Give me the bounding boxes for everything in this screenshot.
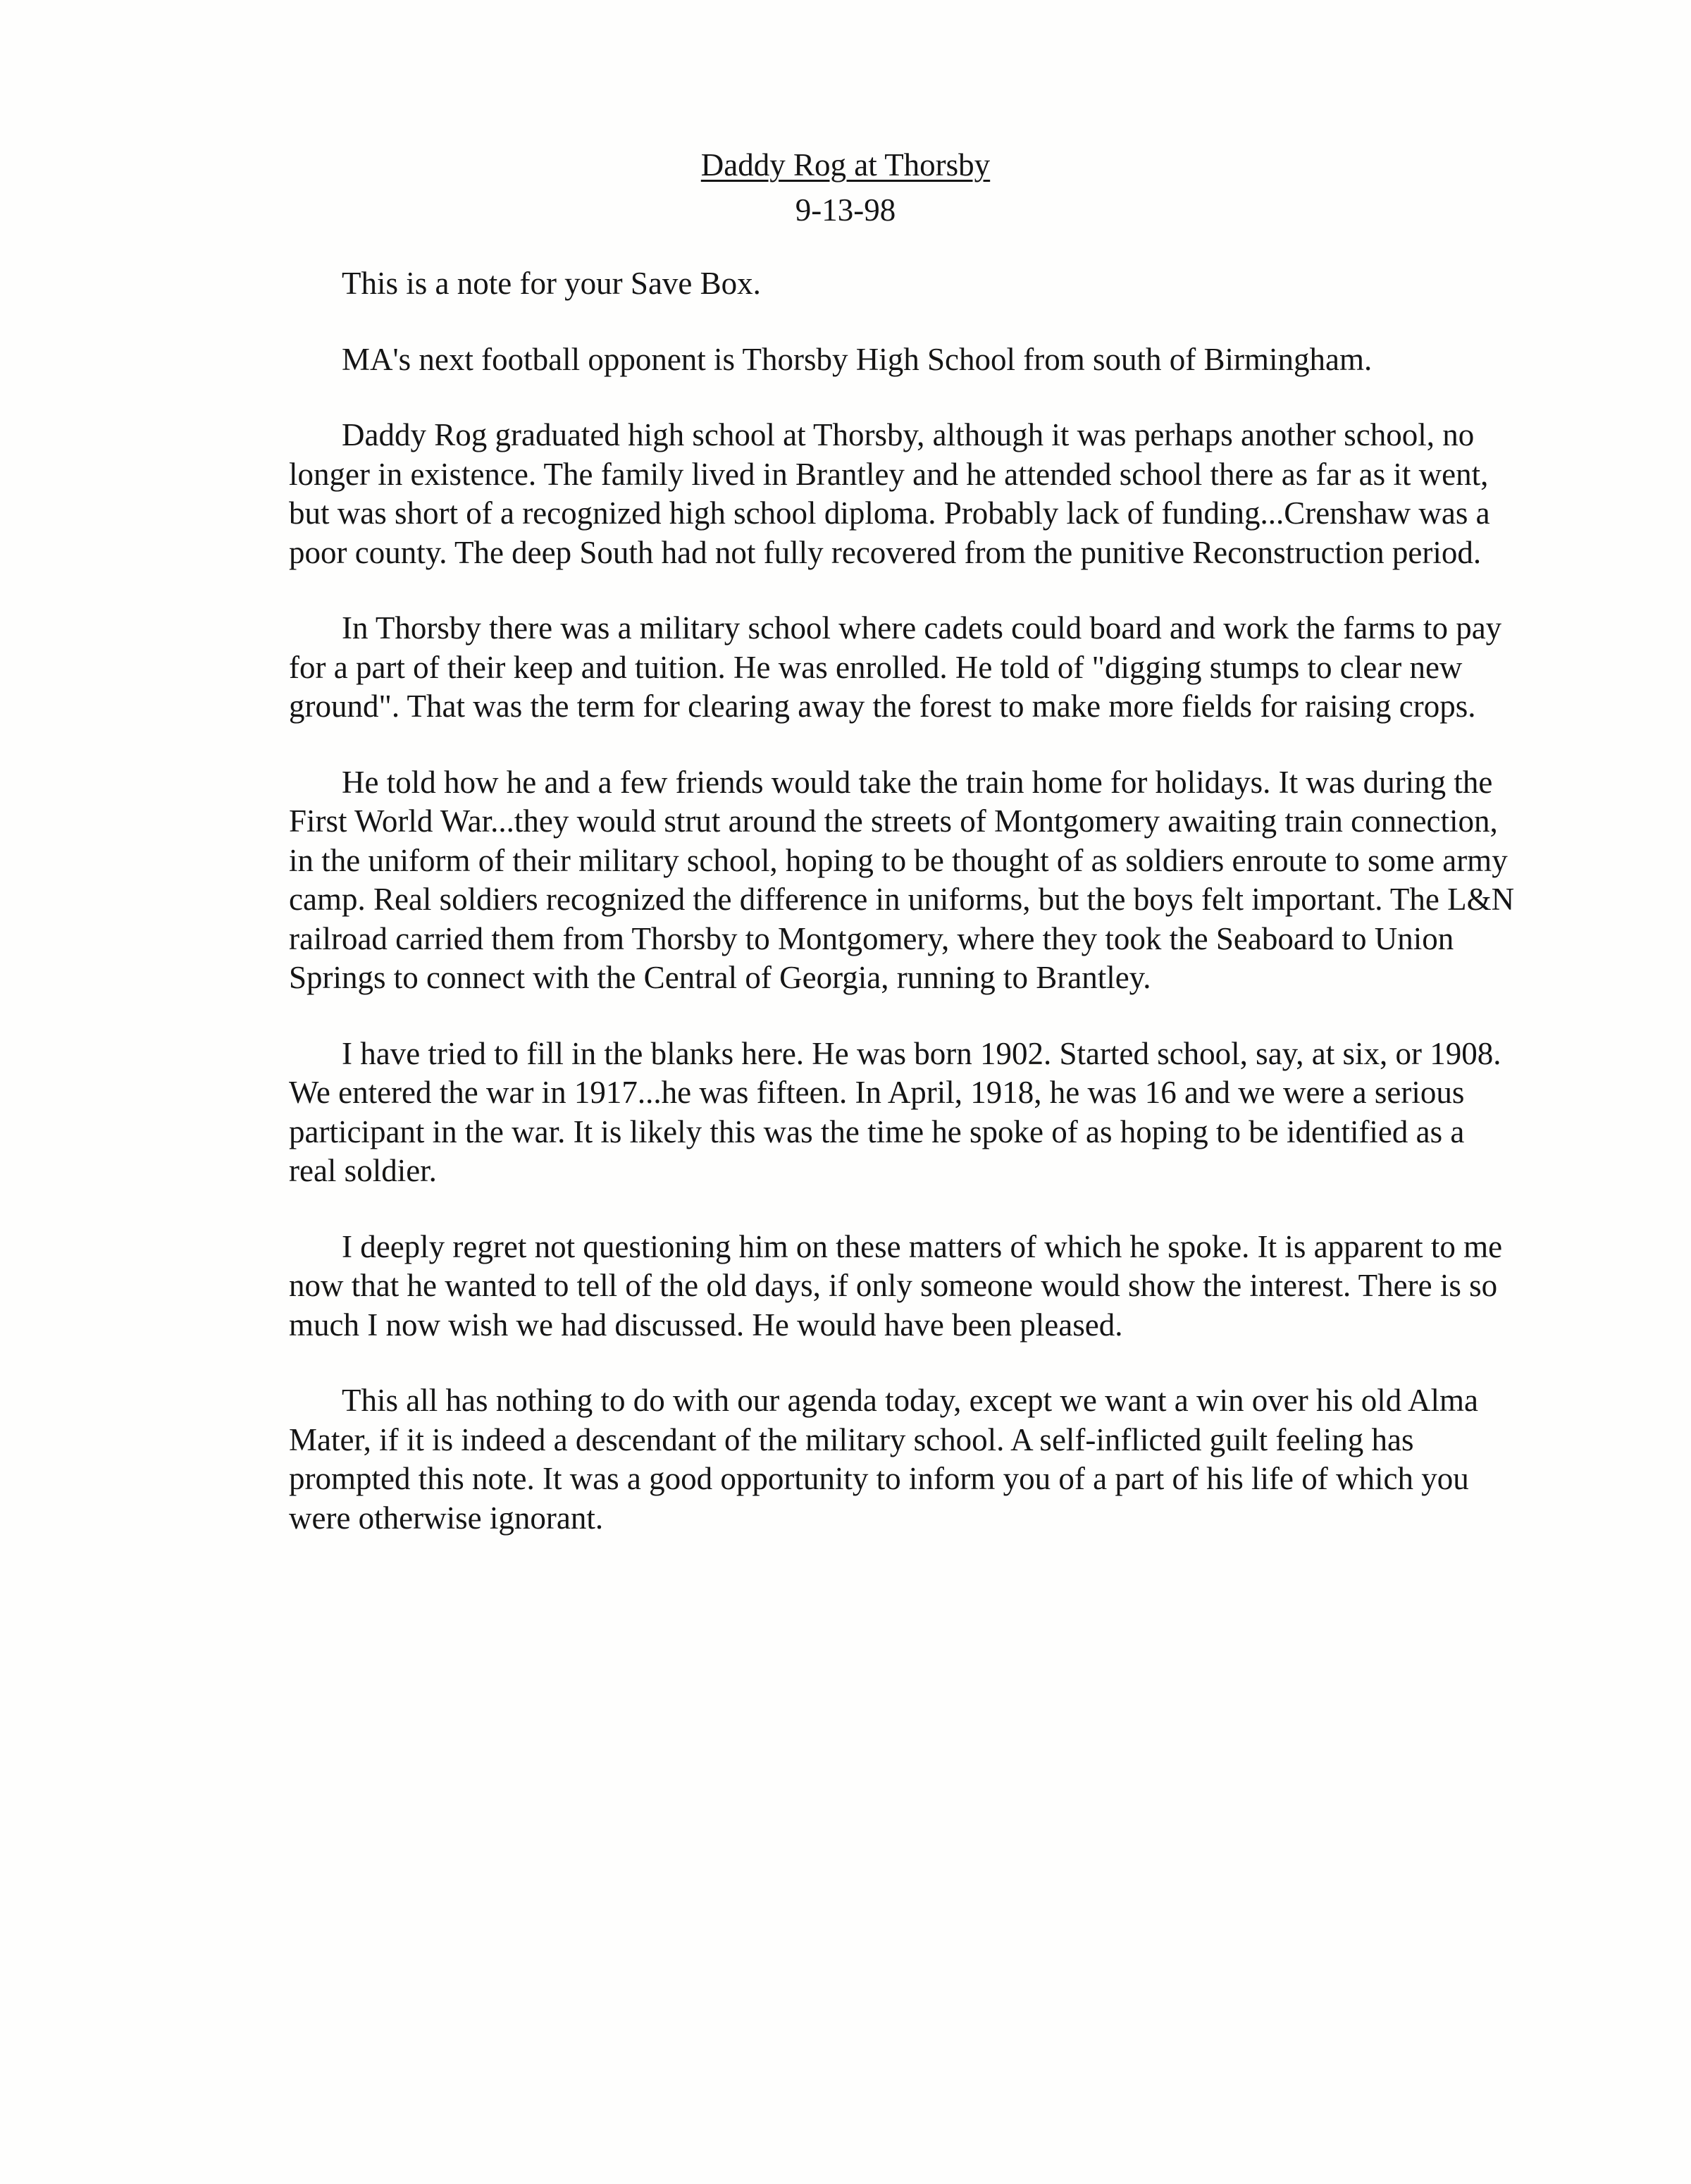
paragraph-agenda: This all has nothing to do with our agenda today, except we want a win over his old Alma Mater, if it is indeed a descendant of the military school. A self-inflicted guilt feeling has prompted this note. It was a good opportunity to inform you of a part of his life of which you were otherwise ignorant. <box>289 1383 1478 1536</box>
paragraph-football-opponent: MA's next football opponent is Thorsby High School from south of Birmingham. <box>342 341 1373 377</box>
paragraph-train-home: He told how he and a few friends would take the train home for holidays. It was during the First World War...they would strut around the streets of Montgomery awaiting train connection, in the uniform of their military school, hoping to be thought of as soldiers enroute to some army camp. Real soldiers recognized the difference in uniforms, but the boys felt important. The L&N railroad carried them from Thorsby to Montgomery, where they took the Seaboard to Union Springs to connect with the Central of Georgia, running to Brantley. <box>289 764 1515 995</box>
paragraph-save-box: This is a note for your Save Box. <box>342 266 761 301</box>
paragraph-timeline: I have tried to fill in the blanks here. He was born 1902. Started school, say, at six, or 1908. We entered the war in 1917...he was fifteen. In April, 1918, he was 16 and we were a serious participant in the war. It is likely this was the time he spoke of as hoping to be identified as a real soldier. <box>289 1035 1501 1188</box>
document-date: 9-13-98 <box>795 192 896 228</box>
paragraph-regret: I deeply regret not questioning him on these matters of which he spoke. It is apparent to me now that he wanted to tell of the old days, if only someone would show the interest. There is so much I now wish we had discussed. He would have been pleased. <box>289 1228 1503 1343</box>
document-body <box>289 264 1515 1574</box>
paragraph-graduation: Daddy Rog graduated high school at Thorsby, although it was perhaps another school, no longer in existence. The family lived in Brantley and he attended school there as far as it went, but was short of a recognized high school diploma. Probably lack of funding...Crenshaw was a poor county. The deep South had not fully recovered from the punitive Reconstruction period. <box>289 417 1490 570</box>
paragraph-military-school: In Thorsby there was a military school where cadets could board and work the farms to pay for a part of their keep and tuition. He was enrolled. He told of "digging stumps to clear new ground". That was the term for clearing away the forest to make more fields for raising crops. <box>289 610 1502 724</box>
document-title: Daddy Rog at Thorsby <box>700 147 991 183</box>
